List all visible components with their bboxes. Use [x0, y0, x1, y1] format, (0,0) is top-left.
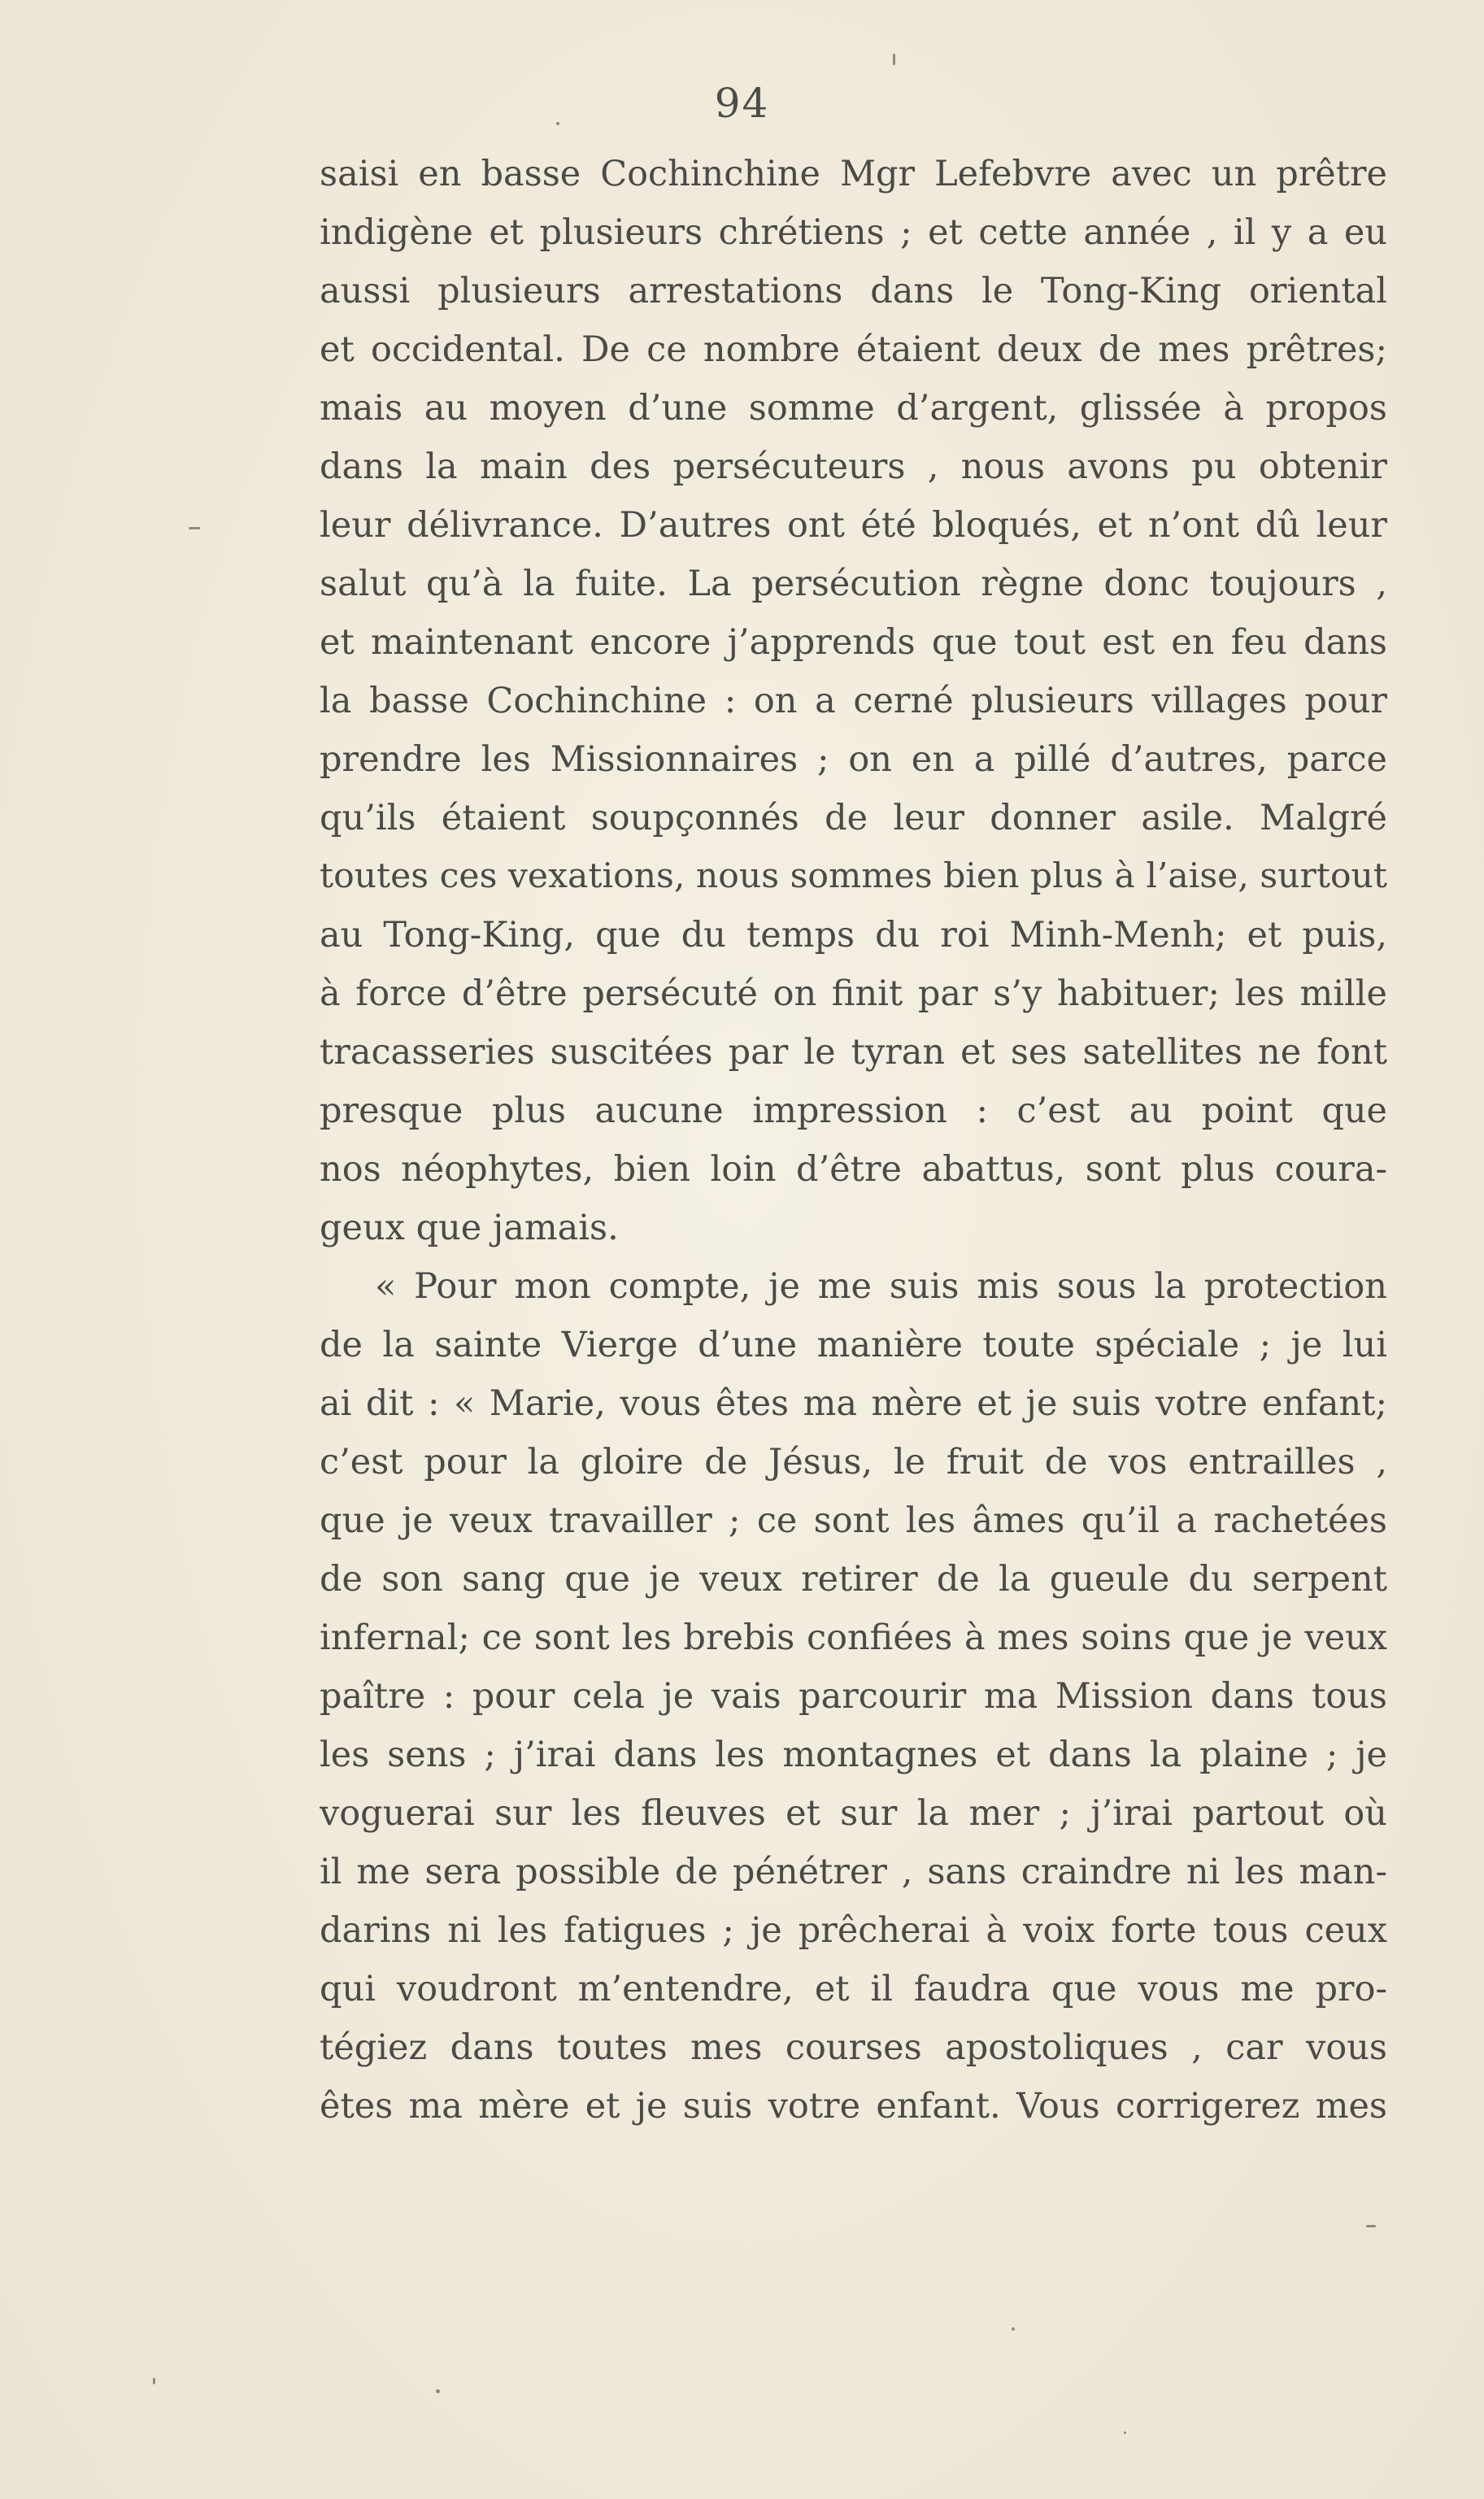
paper-speck — [153, 2378, 155, 2384]
paragraph-1 — [320, 145, 1387, 1257]
text-line: aussi plusieurs arrestations dans le Tong-King oriental — [320, 271, 1387, 311]
text-line: voguerai sur les fleuves et sur la mer ; j’irai partout où — [320, 1793, 1387, 1834]
text-line: tégiez dans toutes mes courses apostoliques , car vous — [320, 2027, 1387, 2068]
text-line: toutes ces vexations, nous sommes bien plus à l’aise, surtout — [320, 856, 1387, 896]
text-line: prendre les Missionnaires ; on en a pillé d’autres, parce — [320, 739, 1387, 780]
text-line: indigène et plusieurs chrétiens ; et cette année , il y a eu — [320, 212, 1387, 253]
text-line: tracasseries suscitées par le tyran et ses satellites ne font — [320, 1032, 1387, 1073]
text-line: et maintenant encore j’apprends que tout est en feu dans — [320, 622, 1387, 663]
text-line: les sens ; j’irai dans les montagnes et dans la plaine ; je — [320, 1735, 1387, 1775]
paragraph-2 — [320, 1257, 1387, 2135]
paper-speck — [189, 527, 200, 529]
text-line: au Tong-King, que du temps du roi Minh-Menh; et puis, — [320, 915, 1387, 956]
paper-speck — [556, 122, 559, 125]
text-line: à force d’être persécuté on finit par s’y habituer; les mille — [320, 973, 1387, 1014]
text-line: saisi en basse Cochinchine Mgr Lefebvre avec un prêtre — [320, 154, 1387, 194]
page-number: 94 — [714, 80, 770, 127]
text-line: c’est pour la gloire de Jésus, le fruit de vos entrailles , — [320, 1442, 1387, 1482]
paper-speck — [1124, 2432, 1126, 2434]
text-line: de la sainte Vierge d’une manière toute spéciale ; je lui — [320, 1325, 1387, 1365]
text-line: « Pour mon compte, je me suis mis sous la protection — [375, 1266, 1387, 1307]
text-line: infernal; ce sont les brebis confiées à mes soins que je veux — [320, 1617, 1387, 1658]
text-line: mais au moyen d’une somme d’argent, glissée à propos — [320, 388, 1387, 429]
text-line: salut qu’à la fuite. La persécution règne donc toujours , — [320, 564, 1387, 604]
body-text — [320, 145, 1387, 2135]
text-line: dans la main des persécuteurs , nous avons pu obtenir — [320, 446, 1387, 487]
paper-speck — [1012, 2327, 1015, 2331]
text-line: leur délivrance. D’autres ont été bloqués, et n’ont dû leur — [320, 505, 1387, 546]
text-line: et occidental. De ce nombre étaient deux de mes prêtres; — [320, 329, 1387, 370]
paper-speck — [1366, 2225, 1376, 2227]
text-line: paître : pour cela je vais parcourir ma Mission dans tous — [320, 1676, 1387, 1717]
text-line: darins ni les fatigues ; je prêcherai à voix forte tous ceux — [320, 1910, 1387, 1951]
text-line: qui voudront m’entendre, et il faudra que vous me pro- — [320, 1969, 1387, 2009]
text-line: êtes ma mère et je suis votre enfant. Vous corrigerez mes — [320, 2086, 1387, 2127]
text-line: nos néophytes, bien loin d’être abattus, sont plus coura- — [320, 1149, 1387, 1190]
text-line: ai dit : « Marie, vous êtes ma mère et je suis votre enfant; — [320, 1383, 1387, 1424]
text-line: geux que jamais. — [320, 1208, 619, 1248]
text-line: de son sang que je veux retirer de la gueule du serpent — [320, 1559, 1387, 1600]
text-line: la basse Cochinchine : on a cerné plusieurs villages pour — [320, 681, 1387, 721]
text-line: que je veux travailler ; ce sont les âmes qu’il a rachetées — [320, 1500, 1387, 1541]
paper-speck — [436, 2389, 440, 2393]
paper-speck — [893, 54, 895, 65]
text-line: il me sera possible de pénétrer , sans craindre ni les man- — [320, 1852, 1387, 1892]
text-line: qu’ils étaient soupçonnés de leur donner asile. Malgré — [320, 798, 1387, 838]
text-line: presque plus aucune impression : c’est au point que — [320, 1091, 1387, 1131]
